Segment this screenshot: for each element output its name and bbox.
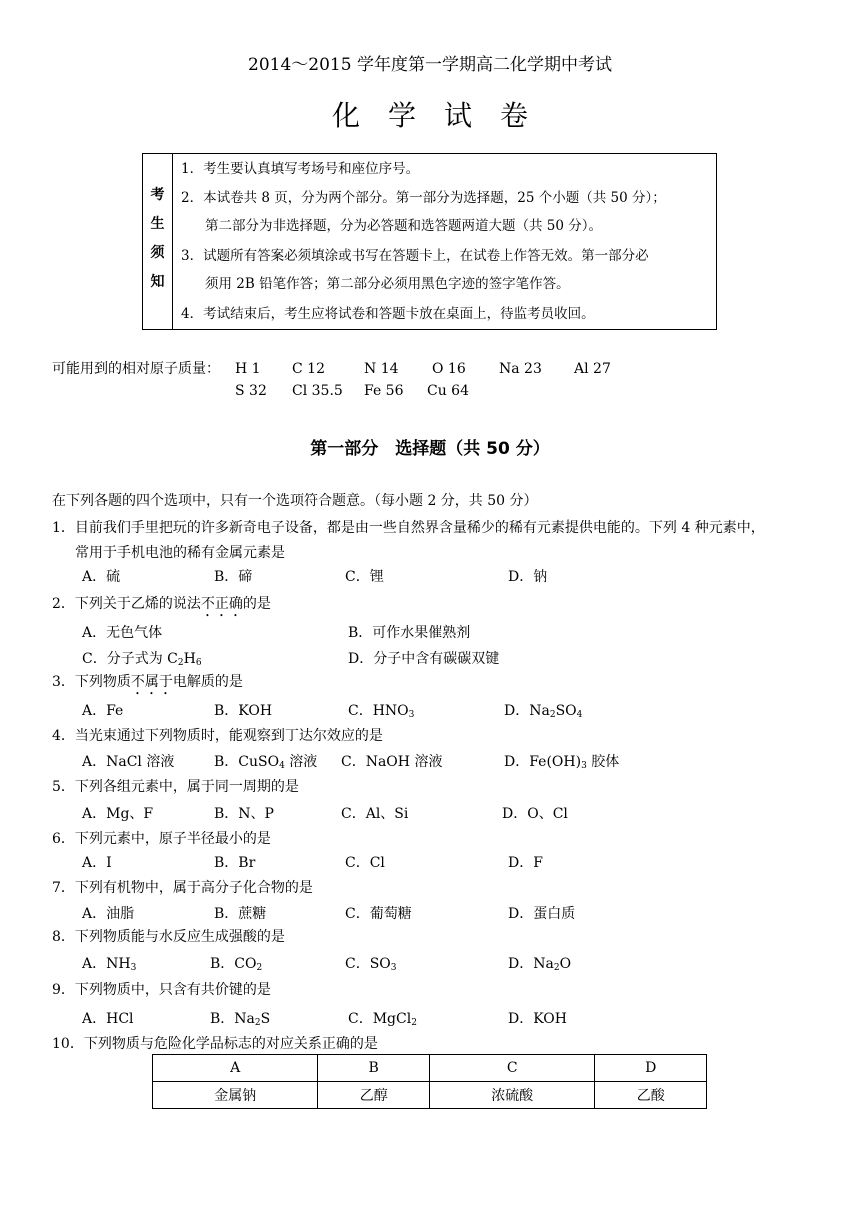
emphasized-text: 不属于 [130,674,173,690]
atomic-mass: Na 23 [499,361,542,377]
option: B．Br [214,855,256,871]
exam-title: 2014～2015 学年度第一学期高二化学期中考试 [248,55,612,75]
option: C．NaOH 溶液 [341,754,443,770]
atomic-mass-label: 可能用到的相对原子质量： [52,361,220,377]
option: B．$Na_2S$ [210,1011,271,1028]
notice-label-char: 生 [150,216,165,232]
table-cell: 乙酸 [595,1082,707,1109]
atomic-mass: Cu 64 [427,383,469,399]
notice-label-char: 知 [150,274,165,290]
atomic-mass: S 32 [235,383,267,399]
question-stem: 7．下列有机物中，属于高分子化合物的是 [52,880,313,896]
option: B．蔗糖 [214,906,267,922]
option: B．CuSO$_4$ 溶液 [214,754,318,771]
section-title: 第一部分 选择题（共 50 分） [310,439,550,459]
hazard-table [152,1054,707,1109]
atomic-mass: N 14 [364,361,399,377]
table-header: B [318,1055,430,1082]
option: C．锂 [345,569,384,585]
option: A．硫 [82,569,121,585]
stem-text: 2．下列关于乙烯的说法 [52,596,201,612]
table-cell: 浓硫酸 [429,1082,594,1109]
atomic-mass: Fe 56 [364,383,404,399]
notice-item: 1．考生要认真填写考场号和座位序号。 [181,161,420,177]
table-row [153,1055,707,1082]
table-cell: 金属钠 [153,1082,318,1109]
question-stem [52,595,271,620]
question-stem: 5．下列各组元素中，属于同一周期的是 [52,779,299,795]
option: C．$HNO_3$ [348,703,415,720]
notice-item: 第二部分为非选择题，分为必答题和选答题两道大题（共 50 分）。 [205,218,603,234]
option: D．O、Cl [502,806,568,822]
table-header: D [595,1055,707,1082]
option: D．分子中含有碳碳双键 [348,651,500,667]
option: C．分子式为 $C_2H_6$ [82,651,202,668]
option: B．$CO_2$ [210,956,263,973]
stem-text: 的是 [242,596,271,612]
question-stem: 6．下列元素中，原子半径最小的是 [52,831,271,847]
table-cell: 乙醇 [318,1082,430,1109]
atomic-mass: O 16 [432,361,466,377]
option: C．葡萄糖 [345,906,412,922]
option: A．I [82,855,112,871]
notice-item: 2．本试卷共 8 页，分为两个部分。第一部分为选择题，25 个小题（共 50 分）； [181,190,666,206]
option: A．NaCl 溶液 [82,754,175,770]
notice-label-char: 考 [150,187,165,203]
question-stem: 1．目前我们手里把玩的许多新奇电子设备，都是由一些自然界含量稀少的稀有元素提供电能的。下列 4 种元素中， [52,520,765,536]
question-stem: 4．当光束通过下列物质时，能观察到丁达尔效应的是 [52,728,383,744]
stem-text: 3．下列物质 [52,674,131,690]
option: D．蛋白质 [508,906,576,922]
notice-item: 须用 2B 铅笔作答；第二部分必须用黑色字迹的签字笔作答。 [205,276,570,292]
emphasized-text: 不正确 [200,596,243,612]
option: A．油脂 [82,906,135,922]
table-row [153,1082,707,1109]
question-stem: 10．下列物质与危险化学品标志的对应关系正确的是 [52,1036,378,1052]
table-header: C [429,1055,594,1082]
option: C．Cl [345,855,385,871]
option: D．$Na_2SO_4$ [504,703,583,720]
question-stem: 8．下列物质能与水反应生成强酸的是 [52,929,285,945]
notice-label [143,154,173,329]
option: A．$NH_3$ [82,956,137,973]
option: C．MgCl$_2$ [348,1011,417,1028]
atomic-mass: H 1 [235,361,261,377]
notice-item: 3．试题所有答案必须填涂或书写在答题卡上，在试卷上作答无效。第一部分必 [181,248,649,264]
option: A．HCl [82,1011,134,1027]
atomic-mass: Cl 35.5 [292,383,343,399]
option: D．钠 [508,569,548,585]
option: A．Mg、F [82,806,154,822]
atomic-mass: C 12 [292,361,325,377]
option: A．无色气体 [82,625,163,641]
option: D．$Fe(OH)_3$ 胶体 [504,754,620,771]
paper-title: 化学试卷 [331,99,556,132]
question-stem [52,673,243,698]
option: C．$SO_3$ [345,956,397,973]
option: B．碲 [214,569,253,585]
option: B．N、P [214,806,274,822]
option: A．Fe [82,703,124,719]
option: D．KOH [508,1011,567,1027]
option: B．KOH [214,703,273,719]
candidate-notice-box [142,153,717,330]
stem-text: 电解质的是 [172,674,243,690]
question-stem: 9．下列物质中，只含有共价键的是 [52,982,271,998]
question-stem: 常用于手机电池的稀有金属元素是 [75,545,285,561]
notice-item: 4．考试结束后，考生应将试卷和答题卡放在桌面上，待监考员收回。 [181,306,595,322]
table-header: A [153,1055,318,1082]
notice-label-char: 须 [150,245,165,261]
option: D．F [508,855,543,871]
option: D．$Na_2O$ [508,956,572,973]
atomic-mass: Al 27 [574,361,611,377]
option: C．Al、Si [341,806,409,822]
option: B．可作水果催熟剂 [348,625,471,641]
section-instruction: 在下列各题的四个选项中，只有一个选项符合题意。（每小题 2 分，共 50 分） [52,493,538,509]
